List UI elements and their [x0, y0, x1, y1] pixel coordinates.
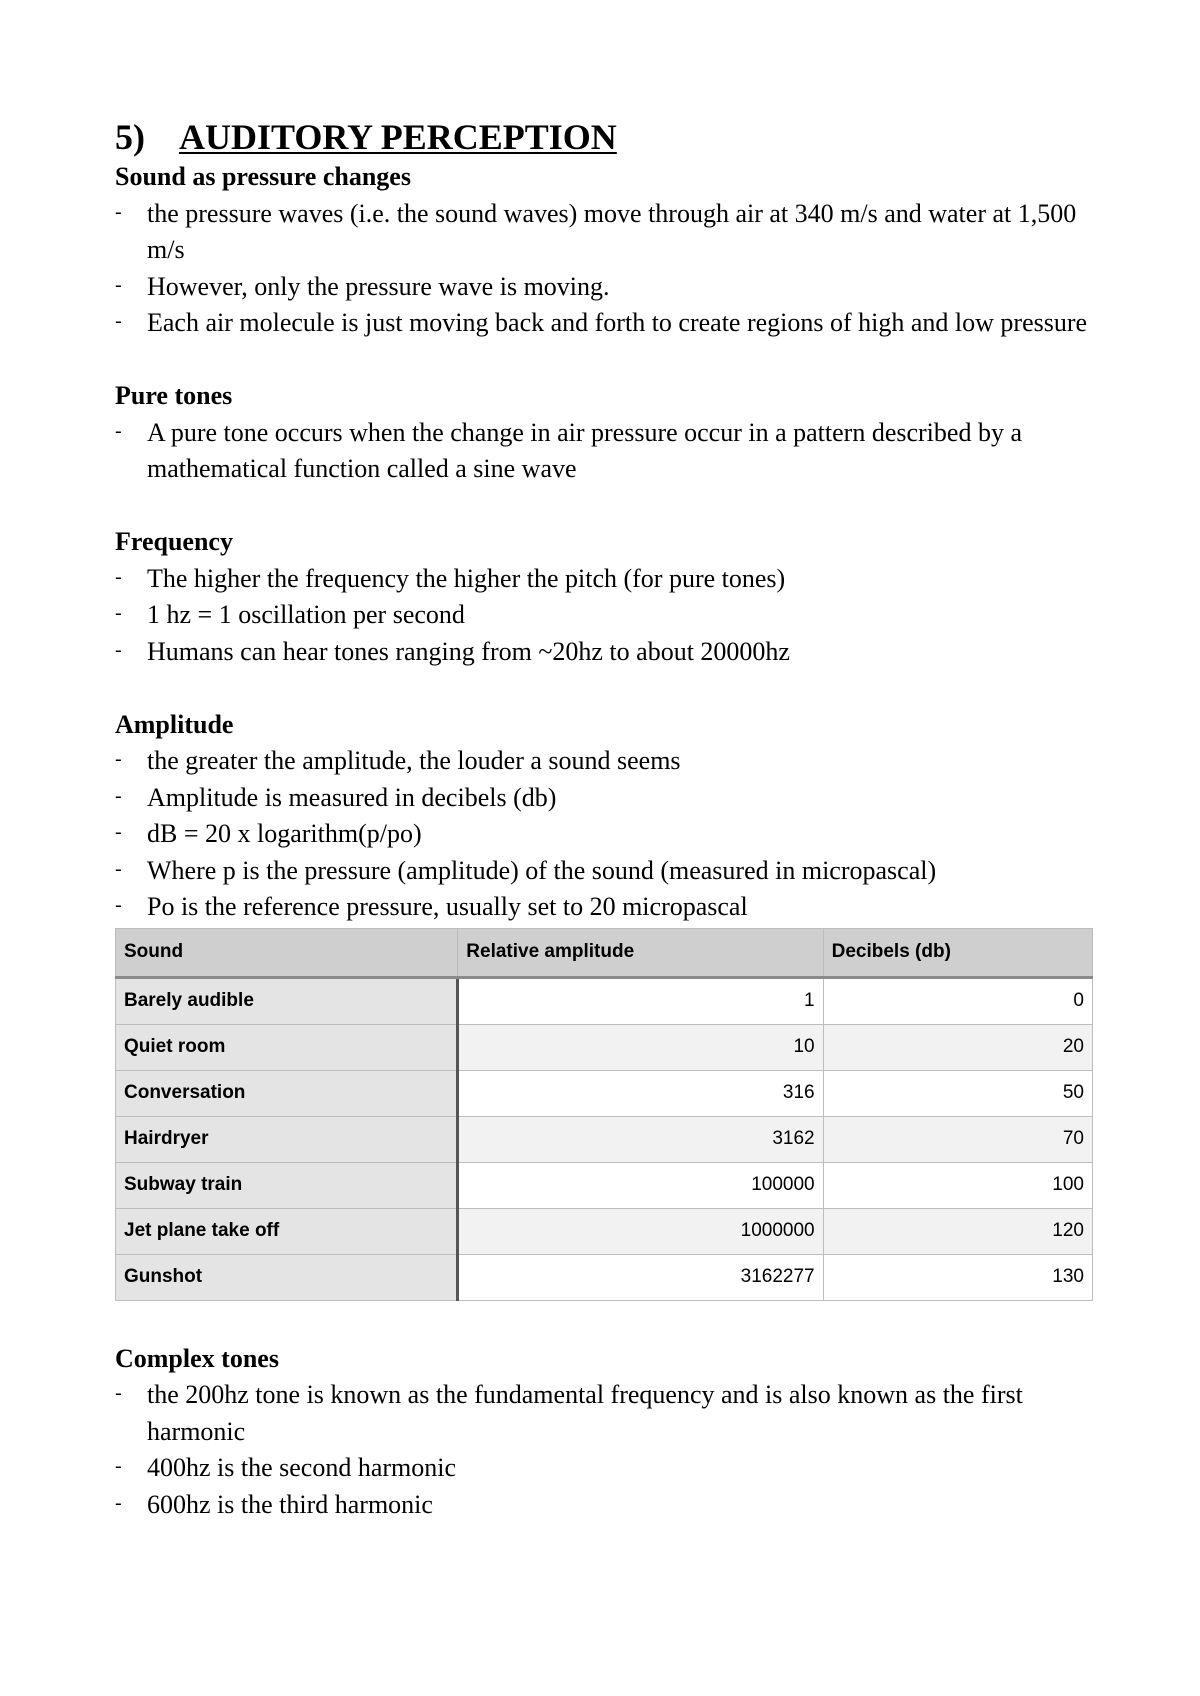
- document-page: [115, 115, 1095, 1523]
- section-heading-frequency: Frequency: [115, 527, 233, 556]
- title-text: AUDITORY PERCEPTION: [179, 117, 617, 157]
- cell-decibels: 20: [823, 1024, 1092, 1070]
- list-item: - the greater the amplitude, the louder a sound seems: [115, 743, 1095, 780]
- bullet-list-sound-pressure: [115, 196, 1095, 342]
- list-item: - Where p is the pressure (amplitude) of the sound (measured in micropascal): [115, 853, 1095, 890]
- table-row: [116, 1208, 1093, 1254]
- list-item: - Amplitude is measured in decibels (db): [115, 780, 1095, 817]
- table-header-row: [116, 928, 1093, 977]
- cell-relative-amplitude: 10: [458, 1024, 823, 1070]
- cell-relative-amplitude: 316: [458, 1070, 823, 1116]
- cell-sound: Jet plane take off: [116, 1208, 458, 1254]
- table-row: [116, 977, 1093, 1024]
- list-item: - the 200hz tone is known as the fundamental frequency and is also known as the first harmonic: [115, 1377, 1095, 1450]
- section-heading-amplitude: Amplitude: [115, 709, 234, 739]
- cell-relative-amplitude: 100000: [458, 1162, 823, 1208]
- list-item: - Each air molecule is just moving back and forth to create regions of high and low pressure: [115, 305, 1095, 342]
- section-heading-pure-tones: Pure tones: [115, 381, 233, 410]
- decibel-table: [115, 928, 1093, 1301]
- list-item: - However, only the pressure wave is moving.: [115, 269, 1095, 306]
- section-heading-complex-tones: Complex tones: [115, 1343, 279, 1373]
- list-item: - The higher the frequency the higher the pitch (for pure tones): [115, 561, 1095, 598]
- cell-relative-amplitude: 1000000: [458, 1208, 823, 1254]
- cell-decibels: 70: [823, 1116, 1092, 1162]
- bullet-list-pure-tones: [115, 415, 1095, 488]
- cell-decibels: 50: [823, 1070, 1092, 1116]
- bullet-list-frequency: [115, 561, 1095, 671]
- bullet-list-complex-tones: [115, 1377, 1095, 1523]
- list-item: - 600hz is the third harmonic: [115, 1487, 1095, 1524]
- table-row: [116, 1070, 1093, 1116]
- cell-sound: Hairdryer: [116, 1116, 458, 1162]
- cell-decibels: 130: [823, 1254, 1092, 1300]
- cell-decibels: 0: [823, 977, 1092, 1024]
- cell-sound: Barely audible: [116, 977, 458, 1024]
- list-item: - the pressure waves (i.e. the sound waves) move through air at 340 m/s and water at 1,500 m/s: [115, 196, 1095, 269]
- list-item: - Humans can hear tones ranging from ~20hz to about 20000hz: [115, 634, 1095, 671]
- list-item: - A pure tone occurs when the change in air pressure occur in a pattern described by a mathematical function called a sine wave: [115, 415, 1095, 488]
- table-row: [116, 1162, 1093, 1208]
- page-title: [115, 115, 1095, 159]
- bullet-list-amplitude: [115, 743, 1095, 926]
- table-row: [116, 1116, 1093, 1162]
- cell-sound: Gunshot: [116, 1254, 458, 1300]
- list-item: - 1 hz = 1 oscillation per second: [115, 597, 1095, 634]
- column-header-sound: Sound: [116, 928, 458, 977]
- cell-decibels: 100: [823, 1162, 1092, 1208]
- cell-sound: Subway train: [116, 1162, 458, 1208]
- cell-relative-amplitude: 1: [458, 977, 823, 1024]
- cell-sound: Quiet room: [116, 1024, 458, 1070]
- list-item: - 400hz is the second harmonic: [115, 1450, 1095, 1487]
- list-item: - dB = 20 x logarithm(p/po): [115, 816, 1095, 853]
- cell-relative-amplitude: 3162: [458, 1116, 823, 1162]
- cell-relative-amplitude: 3162277: [458, 1254, 823, 1300]
- list-item: - Po is the reference pressure, usually set to 20 micropascal: [115, 889, 1095, 926]
- cell-sound: Conversation: [116, 1070, 458, 1116]
- table-row: [116, 1024, 1093, 1070]
- table-row: [116, 1254, 1093, 1300]
- cell-decibels: 120: [823, 1208, 1092, 1254]
- section-heading-sound-pressure: Sound as pressure changes: [115, 162, 411, 191]
- title-number: 5): [115, 117, 145, 157]
- column-header-relative-amplitude: Relative amplitude: [458, 928, 823, 977]
- column-header-decibels: Decibels (db): [823, 928, 1092, 977]
